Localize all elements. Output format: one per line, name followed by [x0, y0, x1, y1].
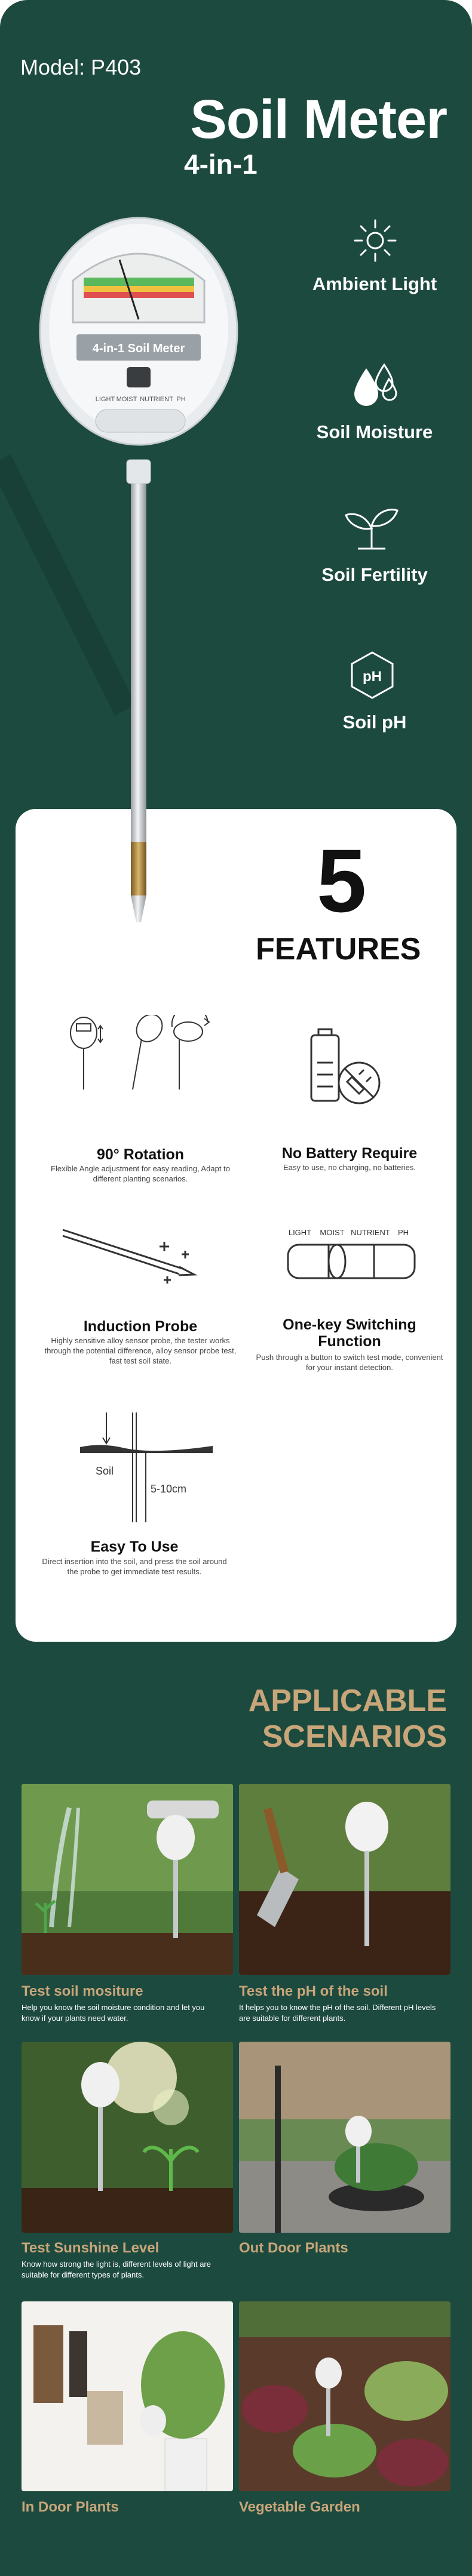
- switch-mode-light: LIGHT: [288, 1228, 312, 1237]
- feature-rotation-title: 90° Rotation: [96, 1146, 185, 1163]
- rotation-icon: [60, 1015, 221, 1092]
- scenarios-heading-line2: SCENARIOS: [262, 1719, 447, 1754]
- switch-mode-moist: MOIST: [320, 1228, 345, 1237]
- ph-icon: [350, 651, 395, 703]
- scenarios-heading: [249, 1684, 447, 1755]
- feature-probe-title: Induction Probe: [83, 1318, 198, 1335]
- device-mode-moist: MOIST: [116, 396, 137, 403]
- device-face-label: 4-in-1 Soil Meter: [92, 342, 185, 355]
- device-mode-light: LIGHT: [95, 396, 115, 403]
- switch-mode-ph: PH: [397, 1228, 409, 1237]
- scenario-ph-desc: It helps you to know the pH of the soil. Different pH levels are suitable for different plants.: [239, 2003, 436, 2023]
- sun-icon: [353, 218, 398, 266]
- soil-label: Soil: [96, 1465, 114, 1477]
- function-label-ph: Soil pH: [342, 712, 407, 733]
- water-drops-icon: [350, 361, 400, 414]
- photo-sunshine-plant: [22, 2042, 233, 2233]
- feature-switch-title: One-key Switching Function: [283, 1316, 416, 1350]
- feature-probe-desc: Highly sensitive alloy sensor probe, the tester works through the potential difference, alloy sensor probe test, fast test soil state.: [44, 1336, 237, 1365]
- feature-switch-desc: Push through a button to switch test mode, convenient for your instant detection.: [256, 1353, 443, 1372]
- features-heading: FEATURES: [256, 932, 421, 967]
- photo-soil-ph-test: [239, 1784, 450, 1975]
- easy-insert-icon: [78, 1409, 215, 1528]
- scenario-outdoor-title: Out Door Plants: [239, 2240, 348, 2256]
- probe-overlap: [0, 809, 257, 976]
- photo-outdoor-plants: [239, 2042, 450, 2233]
- ph-badge-text: pH: [363, 669, 382, 685]
- switch-mode-nutrient: NUTRIENT: [351, 1228, 390, 1237]
- scenario-moisture-title: Test soil mositure: [22, 1983, 143, 1999]
- product-title: Soil Meter: [190, 89, 447, 150]
- function-label-fertility: Soil Fertility: [321, 564, 428, 585]
- feature-easy-desc: Direct insertion into the soil, and press the soil around the probe to get immediate test results.: [42, 1557, 227, 1576]
- product-subtitle: 4-in-1: [184, 149, 258, 180]
- scenario-garden-title: Vegetable Garden: [239, 2499, 360, 2515]
- photo-vegetable-garden: [239, 2301, 450, 2491]
- photo-indoor-plants: [22, 2301, 233, 2491]
- feature-battery-title: No Battery Require: [281, 1145, 418, 1162]
- function-label-light: Ambient Light: [312, 273, 437, 294]
- scenario-ph-title: Test the pH of the soil: [239, 1983, 388, 1999]
- feature-battery-desc: Easy to use, no charging, no batteries.: [283, 1163, 416, 1172]
- photo-watering-seedlings: [22, 1784, 233, 1975]
- no-battery-icon: [302, 1027, 391, 1110]
- device-mode-ph: PH: [176, 396, 186, 403]
- scenario-sunshine-desc: Know how strong the light is, different levels of light are suitable for different types of plants.: [22, 2260, 211, 2279]
- feature-rotation-desc: Flexible Angle adjustment for easy reading, Adapt to different planting scenarios.: [51, 1164, 230, 1183]
- scenarios-heading-line1: APPLICABLE: [248, 1684, 447, 1718]
- device-mode-nutrient: NUTRIENT: [140, 396, 173, 403]
- depth-label: 5-10cm: [151, 1483, 187, 1495]
- induction-probe-icon: [57, 1218, 200, 1284]
- function-label-moisture: Soil Moisture: [316, 421, 433, 442]
- model-number: Model: P403: [20, 55, 142, 79]
- sprout-icon: [344, 504, 400, 555]
- feature-easy-title: Easy To Use: [90, 1538, 179, 1555]
- scenario-moisture-desc: Help you know the soil moisture condition and let you know if your plants need water.: [22, 2003, 205, 2023]
- scenario-indoor-title: In Door Plants: [22, 2499, 119, 2515]
- features-count: 5: [317, 830, 367, 931]
- scenario-sunshine-title: Test Sunshine Level: [22, 2240, 160, 2256]
- mode-switch-icon: [281, 1227, 424, 1287]
